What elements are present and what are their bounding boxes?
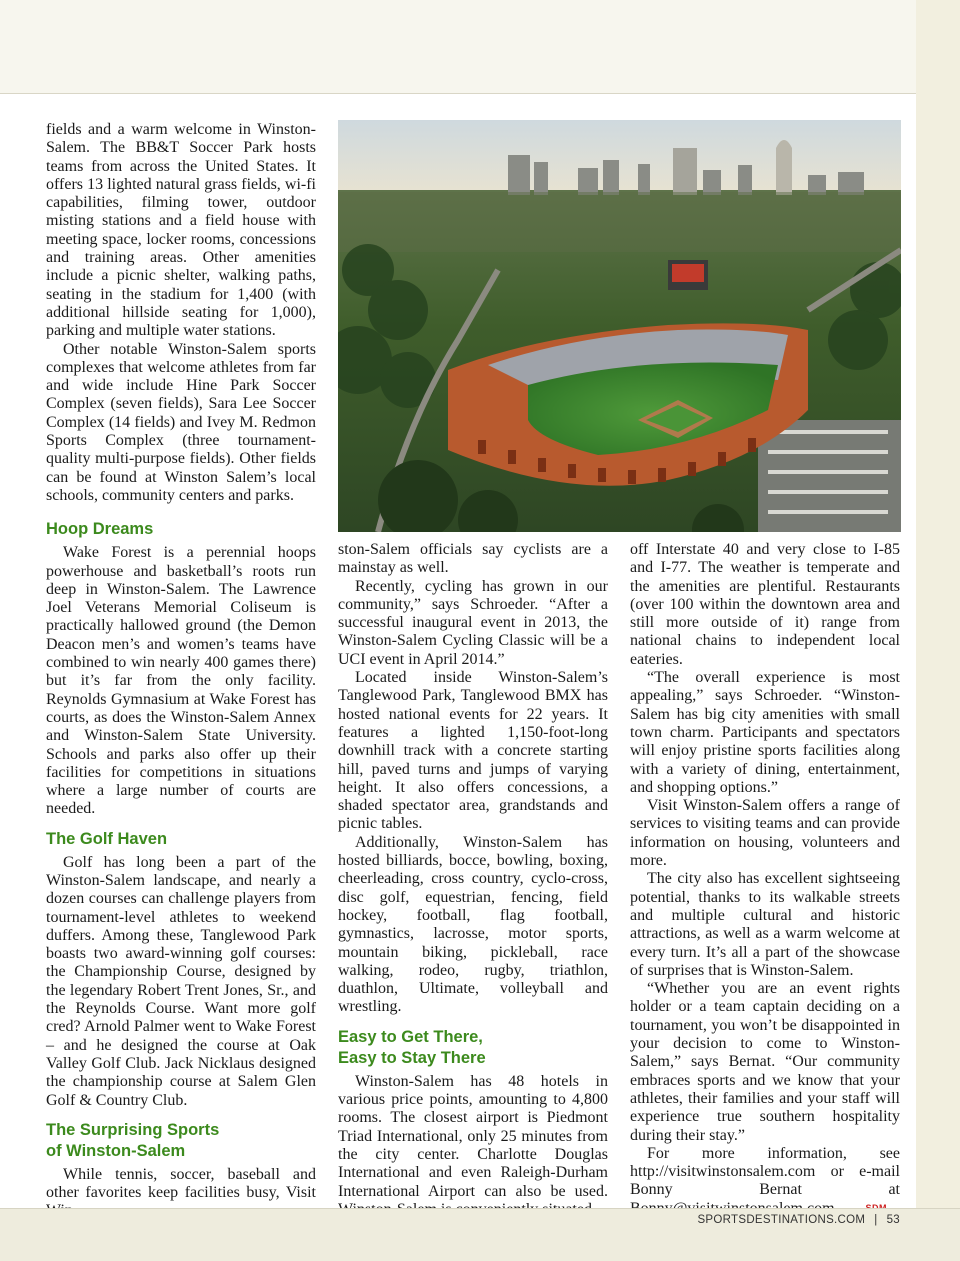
paragraph: off Interstate 40 and very close to I-85 and I-77. The weather is temperate and the amenities are plentiful. Restaurants (over 100 within the downtown area and still more outside of it) range from national chains to independent local eateries. [630,541,900,668]
heading-line: Easy to Stay There [338,1048,486,1067]
paragraph: The city also has excellent sightseeing potential, thanks to its walkable streets and multiple cultural and historic attractions, as well as a warm welcome at every turn. It’s all a part of the showcase of surprises that is Winston-Salem. [630,870,900,979]
heading-line: The Surprising Sports [46,1120,220,1139]
paragraph: While tennis, soccer, baseball and other favorites keep facilities busy, Visit [46,1165,316,1202]
paragraph: “Whether you are an event rights holder or a team captain deciding on a tournament, you won’t be disappointed in your decision to come to Winston-Salem,” says Bernat. “Our community embraces sports and we know that your athletes, their families and your staff will experience true southern hospitality during their stay.” [630,980,900,1144]
text-column-2 [338,541,608,1219]
paragraph: fields and a warm welcome in Winston-Salem. The BB&T Soccer Park hosts teams from across the United States. It offers 13 lighted natural grass fields, wi-fi capabilities, filming tower, outdoor misting stations and a field house with meeting space, locker rooms, concessions and training areas. Other amenities include a picnic shelter, walking paths, seating in the stadium for 1,400 (with additional hillside seating for 1,000), parking and multiple water stations. [46,121,316,340]
right-margin-band [916,0,960,1260]
section-heading-golf-haven: The Golf Haven [46,829,168,848]
heading-line: Easy to Get There, [338,1027,483,1046]
paragraph: “The overall experience is most appealing,” says Schroeder. “Winston-Salem has big city amenities with small town charm. Participants and spectators will enjoy pristine sports facilities along with a variety of dining, entertainment, and shopping options.” [630,669,900,796]
top-margin-band [0,0,960,94]
page-number: 53 [886,1214,900,1226]
page-footer [697,1214,900,1226]
paragraph [630,1145,900,1218]
paragraph: Recently, cycling has grown in our community,” says Schroeder. “After a successful inaugural event in 2013, the Winston-Salem Cycling Classic will be a UCI event in April 2014.” [338,577,608,668]
footer-site: SPORTSDESTINATIONS.COM [697,1214,866,1226]
paragraph: Wake Forest is a perennial hoops powerhouse and basketball’s roots run deep in Winston-Salem. The Lawrence Joel Veterans Memorial Coliseum is practically hallowed ground (the Demon Deacon men’s and women’s teams have combined to win nearly 400 games there) but it’s far from the only facility. Reynolds Gymnasium at Wake Forest has courts, as does the Winston-Salem Annex and Winston-Salem State University. Schools and parks also offer up their facilities for competitions in situations where a large number of courts are needed. [46,544,316,818]
section-heading-hoop-dreams: Hoop Dreams [46,520,154,539]
text-column-3 [630,541,900,1218]
text-column-1 [46,121,316,1221]
section-heading-easy-to-get-there [338,1027,608,1069]
paragraph: Additionally, Winston-Salem has hosted billiards, bocce, bowling, boxing, cheerleading, cross country, cyclo-cross, disc golf, equestrian, fencing, field hockey, football, flag football, gymnastics, lacrosse, motor sports, mountain biking, pickleball, race walking, rodeo, rugby, triathlon, duathlon, Ultimate, volleyball and wrestling. [338,833,608,1016]
paragraph: Other notable Winston-Salem sports complexes that welcome athletes from far and wide include Hine Park Soccer Complex (seven fields), Sara Lee Soccer Complex (14 fields) and Ivey M. Redmon Sports Complex (three tournament-quality multi-purpose fields). Other fields can be found at Winston Salem’s local schools, community centers and parks. [46,340,316,504]
section-heading-surprising-sports [46,1120,316,1162]
paragraph: ston-Salem officials say cyclists are a mainstay as well. [338,541,608,577]
paragraph: Visit Winston-Salem offers a range of services to visiting teams and can provide information on housing, volunteers and more. [630,797,900,870]
paragraph: Golf has long been a part of the Winston-Salem landscape, and nearly a dozen courses can challenge players from tournament-level athletes to weekend duffers. Among these, Tanglewood Park boasts two award-winning golf courses: the Championship Course, designed by the legendary Robert Trent Jones, Sr., and the Reynolds Course. Want more golf cred? Arnold Palmer went to Wake Forest – and he designed the course at Oak Valley Golf Club. Jack Nicklaus designed the championship course at Salem Glen Golf & Country Club. [46,853,316,1109]
heading-line: of Winston-Salem [46,1141,186,1160]
paragraph: Located inside Winston-Salem’s Tanglewood Park, Tanglewood BMX has hosted national events for 22 years. It features a lighted 1,150-foot-long downhill track with a concrete starting hill, paved turns and jumps of varying height. It also offers concessions, a shaded spectator area, grandstands and picnic tables. [338,669,608,833]
footer-separator: | [874,1214,878,1226]
closing-text: For more information, see http://visitwinstonsalem.com or e-mail Bonny Bernat at [630,1144,900,1199]
aerial-stadium-photo [338,120,901,532]
paragraph: Winston-Salem has 48 hotels in various price points, amounting to 4,800 rooms. The closest airport is Piedmont Triad International, only 25 minutes from the city center. Charlotte Douglas International and even Raleigh-Durham International Airport can also be used. [338,1072,608,1200]
